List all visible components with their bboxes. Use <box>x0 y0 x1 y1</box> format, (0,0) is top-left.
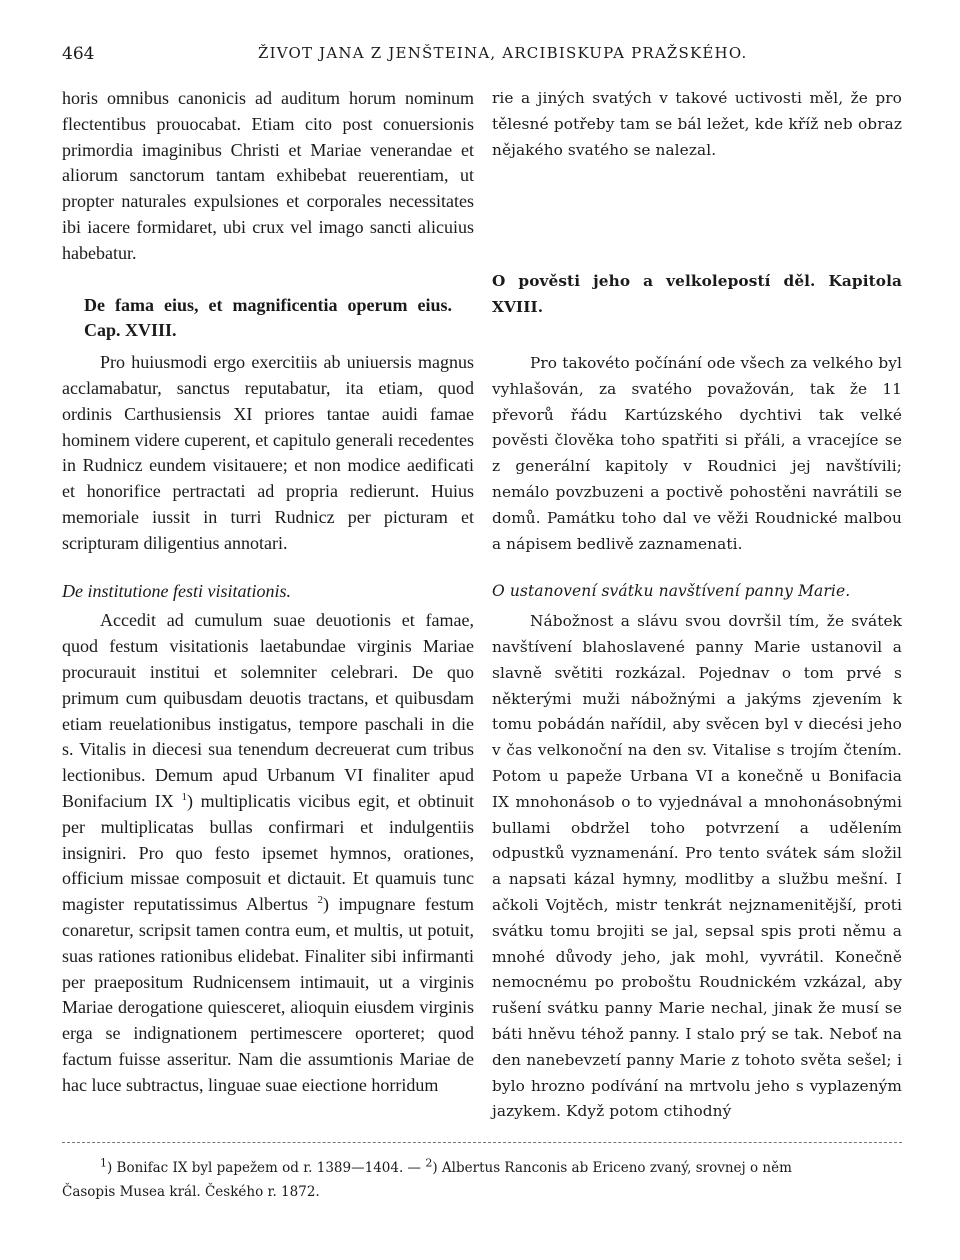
latin-fame-paragraph: Pro huiusmodi ergo exercitiis ab uniuersis magnus acclamabatur, sanctus reputabatur, ita etiam, quod ordinis Carthusiensis XI priores tantae auidi famae hominem videre cuperent, et capitulo generali recedentes in Rudnicz eundem visitauere; et non modice aedificati et honorifice pertractati ad propria redierunt. Huius memoriale iussit in turri Rudnicz per picturam et scripturam diligentius annotari. <box>62 352 474 553</box>
footnote-divider <box>62 1142 902 1143</box>
footnote-line-2: Časopis Musea král. Českého r. 1872. <box>62 1184 320 1200</box>
footnote-ref-2: 2 <box>317 894 324 907</box>
page-header <box>62 44 902 70</box>
latin-visitation-text-a: Accedit ad cumulum suae deuotionis et famae, quod festum visitationis laetabundae virginis Mariae procurauit institui et solemniter celebrari. De quo primum cum quibusdam deuotis tractans, et quibusdam etiam reuelationibus instigatus, tempore paschali in die s. Vitalis in diecesi sua tenendum decreuerat cum tribus lectionibus. Demum apud Urbanum VI finaliter apud Bonifacium IX <box>62 610 474 811</box>
latin-chapter-heading: De fama eius, et magnificentia operum eius. Cap. XVIII. <box>84 294 452 341</box>
footnote-2-text: ) Albertus Ranconis ab Ericeno zvaný, srovnej o něm <box>432 1160 792 1176</box>
latin-column <box>62 86 474 1098</box>
czech-visitation-paragraph: Nábožnost a slávu svou dovršil tím, že svátek navštívení blahoslavené panny Marie ustanovil a slavně světiti rozkázal. Pojednav o tom prvé s některými muži nábožnými a jakýms zjevením k tomu pobádán nařídil, aby svěcen byl v diecési jeho v čas velkonoční na den sv. Vitalise s trojím čtením. Potom u papeže Urbana VI a konečně u Bonifacia IX mnohonásob o to vyjednával a mnohonásobnými bullami obdržel toho potvrzení a udělením odpustků vyznamenání. Pro tento svátek sám složil a napsati kázal hymny, modlitby a službu mešní. I ačkoli Vojtěch, mistr tenkrát nejznamenitější, proti svátku tomu brojiti se jal, sepsal spis proti němu a mnohé důvody jeho, jak mohl, vyvrátil. Konečně nemocnému po proboštu Roudnickém vzkázal, aby rušení svátku panny Marie nechal, jinak že musí se báti hněvu téhož panny. I stalo prý se tak. Neboť na den nanebevzetí panny Marie z tohoto světa sešel; i bylo hrozno podívání na mrtvolu jeho s vyplazeným jazykem. Když potom ctihodný <box>492 612 902 1121</box>
latin-visitation-text-b: ) multiplicatis vicibus egit, et obtinuit per multiplicatas bullas confirmari et indulgentiis insigniri. Pro quo festo ipsemet hymnos, orationes, officium missae composuit et dictauit. Et quamuis tunc magister reputatissimus Albertus <box>62 790 475 915</box>
footnote-mark-1: 1 <box>100 1156 107 1170</box>
footnote-1-text: ) Bonifac IX byl papežem od r. 1389—1404. — <box>107 1160 422 1176</box>
czech-chapter-heading: O pověsti jeho a velkolepostí děl. Kapitola XVIII. <box>492 272 902 317</box>
latin-visitation-text-c: ) impugnare festum conaretur, scripsit tamen contra eum, et multis, ut potuit, suas rationes rationibus elidebat. Finaliter sibi infirmanti per praepositum Rudnicensem intimauit, ut a virginis Mariae derogatione quiesceret, alioquin eiusdem virginis erga se indignationem pertimescere oporteret; quod factum fuisse asseritur. Nam die assumtionis Mariae de hac luce subtractus, linguae suae eiectione horridum <box>62 894 474 1095</box>
footnotes <box>62 1156 902 1204</box>
latin-section-heading: De institutione festi visitationis. <box>62 580 291 601</box>
czech-fame-paragraph: Pro takovéto počínání ode všech za velkého byl vyhlašován, za svatého považován, tak že 11 převorů řádu Kartúzského dychtivi tak velké pověsti člověka toho spatřiti si přáli, a vracejíce se z generální kapitoly v Roudnici jej navštívili; nemálo povzbuzeni a poctivě pohostěni navrátili se domů. Památku toho dal ve věži Roudnické malbou a nápisem bedlivě zaznamenati. <box>492 353 902 553</box>
latin-intro-paragraph: horis omnibus canonicis ad auditum horum nominum flectentibus prouocabat. Etiam cito post conuersionis primordia imaginibus Christi et Mariae venerandae et aliorum sanctorum tantam exhibebat reuerentiam, ut propter naturales expulsiones et corporales necessitates ibi iacere formidaret, ubi crux vel imago sancti alicuius habebatur. <box>62 88 474 263</box>
running-title: ŽIVOT JANA Z JENŠTEINA, ARCIBISKUPA PRAŽSKÉHO. <box>258 44 748 62</box>
page-number: 464 <box>62 44 95 64</box>
footnote-mark-2: 2 <box>425 1156 433 1170</box>
czech-column <box>492 86 902 1125</box>
footnote-line-1 <box>62 1156 902 1180</box>
czech-section-heading: O ustanovení svátku navštívení panny Marie. <box>492 582 851 601</box>
czech-intro-paragraph: rie a jiných svatých v takové uctivosti měl, že pro tělesné potřeby tam se bál ležet, kde kříž neb obraz nějakého svatého se nalezal. <box>492 89 902 159</box>
latin-visitation-paragraph <box>62 608 474 1098</box>
footnote-ref-1: 1 <box>181 790 187 803</box>
